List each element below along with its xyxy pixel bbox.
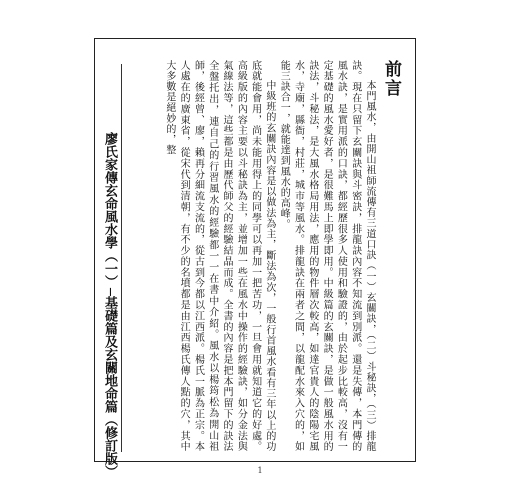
paragraph: 本門風水，由開山祖師流傳有三道口訣（一）玄關訣，（二）斗秘訣，（三）排龍訣。現在只留下玄關訣與斗密訣，排龍訣內容不知流到別派。還是失傳，本門傳的風水訣，是實用派的口訣，都經歷很多人使用和驗證的，由於起步比較高，沒有一定基礎的風水愛好者，是很難馬上即學即用。中級篇的玄關訣，是做一般風水用的訣法，斗秘法，是大風水格局用法，應用的物件層次較高，如達官貴人的陰陽宅風水，寺廟，縣衙，村莊，城市等風水。排龍訣在兩者之間，以龍配水來入穴的，如能三訣合一，就能達到風水的高峰。 xyxy=(278,60,375,452)
book-title: 廖氏家傳玄命風水學（一）─基礎篇及玄關地命篇（修訂版） xyxy=(102,132,117,478)
page-heading: 前言 xyxy=(381,60,401,98)
page-number: 1 xyxy=(257,466,263,475)
body-text xyxy=(130,60,376,452)
divider-line xyxy=(121,64,122,452)
paragraph: 中級班的玄關訣內容是以做法為主，斷法為次，一般行首風水看有三年以上的功底就能會用，尚未能用得上的同學可以再加一把苦功，一旦會用就知道它的好處。高級版的內容主要以斗秘訣為主，並增加一些在風水中操作的經驗訣，如分金法與氣線法等，這些都是由歷代師父的經驗結晶而成。全書的內容是把本門留下的訣法全盤托出，連自己的行習風水的經驗都一一在書中介紹。風水以楊筠松為開山祖師，後經曾、廖，賴再分細流支流的，從古到今都以江西派。楊氏一脈為正宗。本人處在的廣東省，從宋代到清朝，有不少的名墳都是由江西楊氏傳人點的穴，其中大多數是絕妙的，整 xyxy=(163,60,275,452)
